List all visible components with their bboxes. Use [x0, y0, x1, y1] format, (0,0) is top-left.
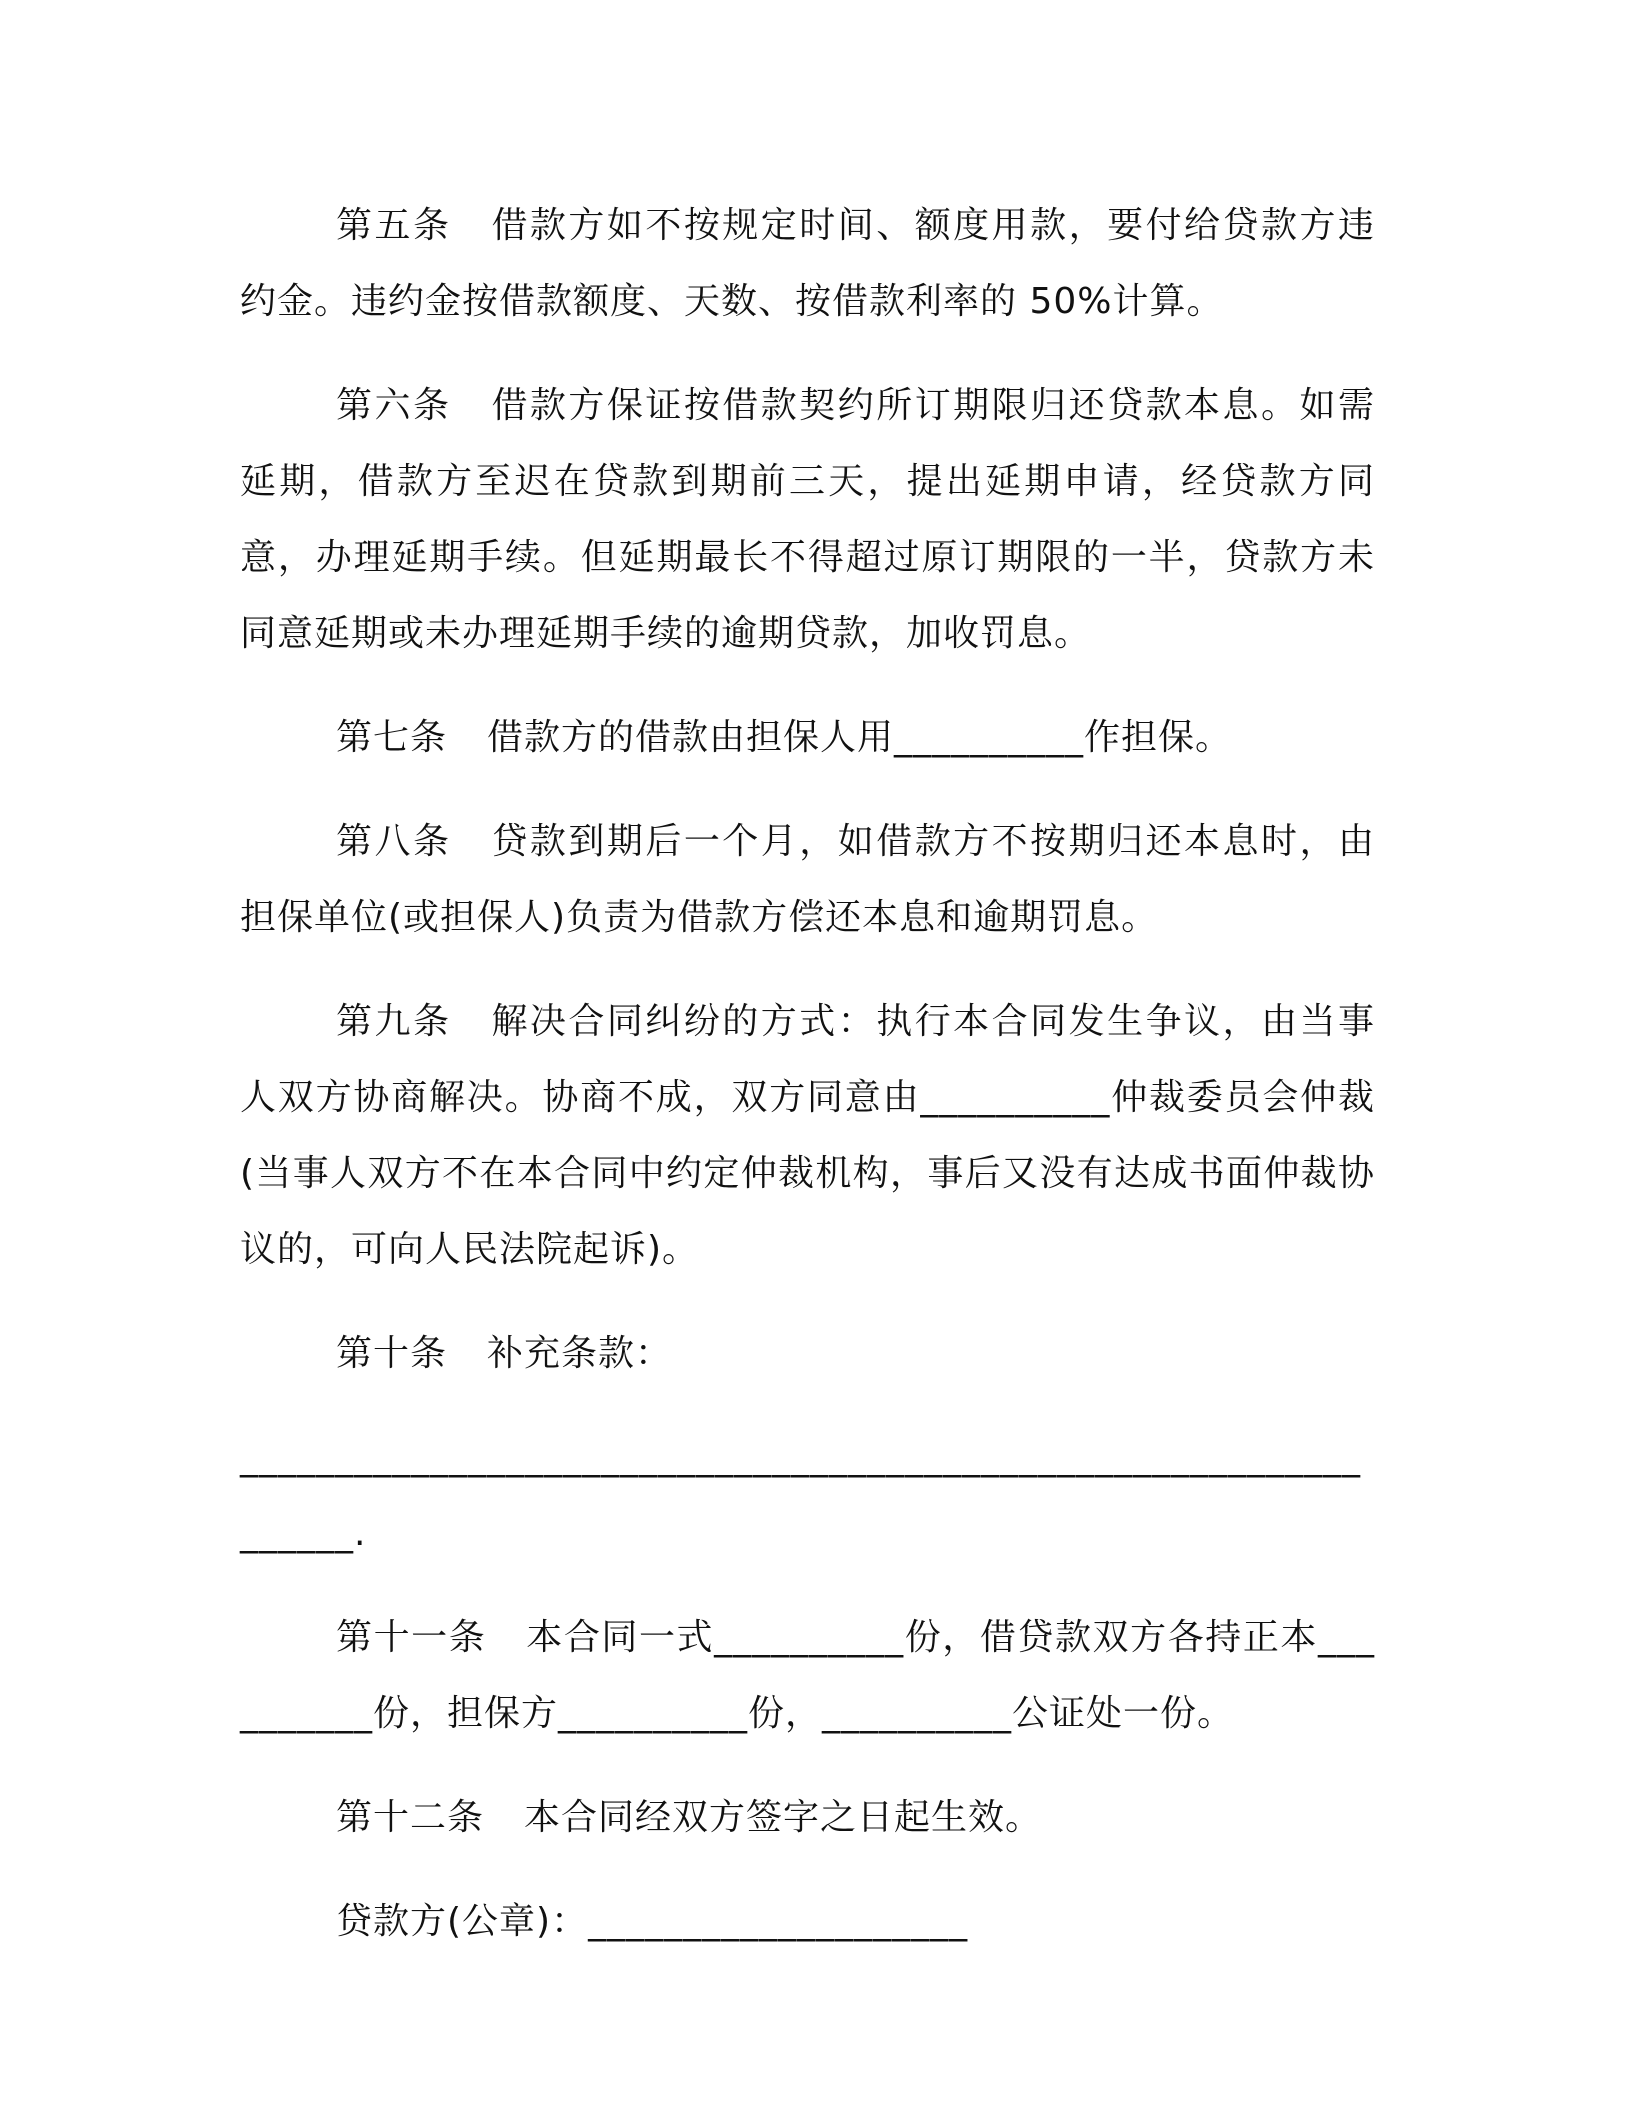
- article-10: [240, 1316, 1375, 1392]
- contract-content: [240, 188, 1375, 1960]
- article-7: [240, 700, 1375, 776]
- lender-seal-blank: ____________________: [588, 1901, 969, 1942]
- article-label: 第七条: [336, 717, 448, 758]
- article-label: 第十条: [336, 1333, 448, 1374]
- lender-seal-label: 贷款方(公章)：: [336, 1901, 589, 1942]
- article-text: 借款方如不按规定时间、额度用款，要付给贷款方违约金。违约金按借款额度、天数、按借款利率的 50%计算。: [240, 205, 1375, 322]
- lender-signature-line: [240, 1884, 1375, 1960]
- article-8: [240, 804, 1375, 956]
- article-9: [240, 984, 1375, 1288]
- supplementary-terms-blank: _________________________________________________________________.: [240, 1437, 1361, 1554]
- article-text: 借款方的借款由担保人用__________作担保。: [487, 717, 1233, 758]
- article-text: 本合同一式__________份，借贷款双方各持正本__________份，担保方__________份，__________公证处一份。: [240, 1617, 1375, 1734]
- article-label: 第五条: [336, 205, 452, 246]
- article-label: 第十一条: [336, 1617, 487, 1658]
- article-text: 本合同经双方签字之日起生效。: [524, 1797, 1043, 1838]
- article-5: [240, 188, 1375, 340]
- article-label: 第十二条: [336, 1797, 485, 1838]
- article-label: 第八条: [336, 821, 452, 862]
- article-11: [240, 1600, 1375, 1752]
- article-text: 借款方保证按借款契约所订期限归还贷款本息。如需延期，借款方至迟在贷款到期前三天，提出延期申请，经贷款方同意，办理延期手续。但延期最长不得超过原订期限的一半，贷款方未同意延期或未办理延期手续的逾期贷款，加收罚息。: [240, 385, 1375, 654]
- article-6: [240, 368, 1375, 672]
- article-text: 贷款到期后一个月，如借款方不按期归还本息时，由担保单位(或担保人)负责为借款方偿还本息和逾期罚息。: [240, 821, 1375, 938]
- article-label: 第九条: [336, 1001, 452, 1042]
- article-12: [240, 1780, 1375, 1856]
- article-text: 补充条款：: [487, 1333, 673, 1374]
- article-text: 解决合同纠纷的方式：执行本合同发生争议，由当事人双方协商解决。协商不成，双方同意由__________仲裁委员会仲裁(当事人双方不在本合同中约定仲裁机构，事后又没有达成书面仲裁协议的，可向人民法院起诉)。: [240, 1001, 1375, 1270]
- article-label: 第六条: [336, 385, 452, 426]
